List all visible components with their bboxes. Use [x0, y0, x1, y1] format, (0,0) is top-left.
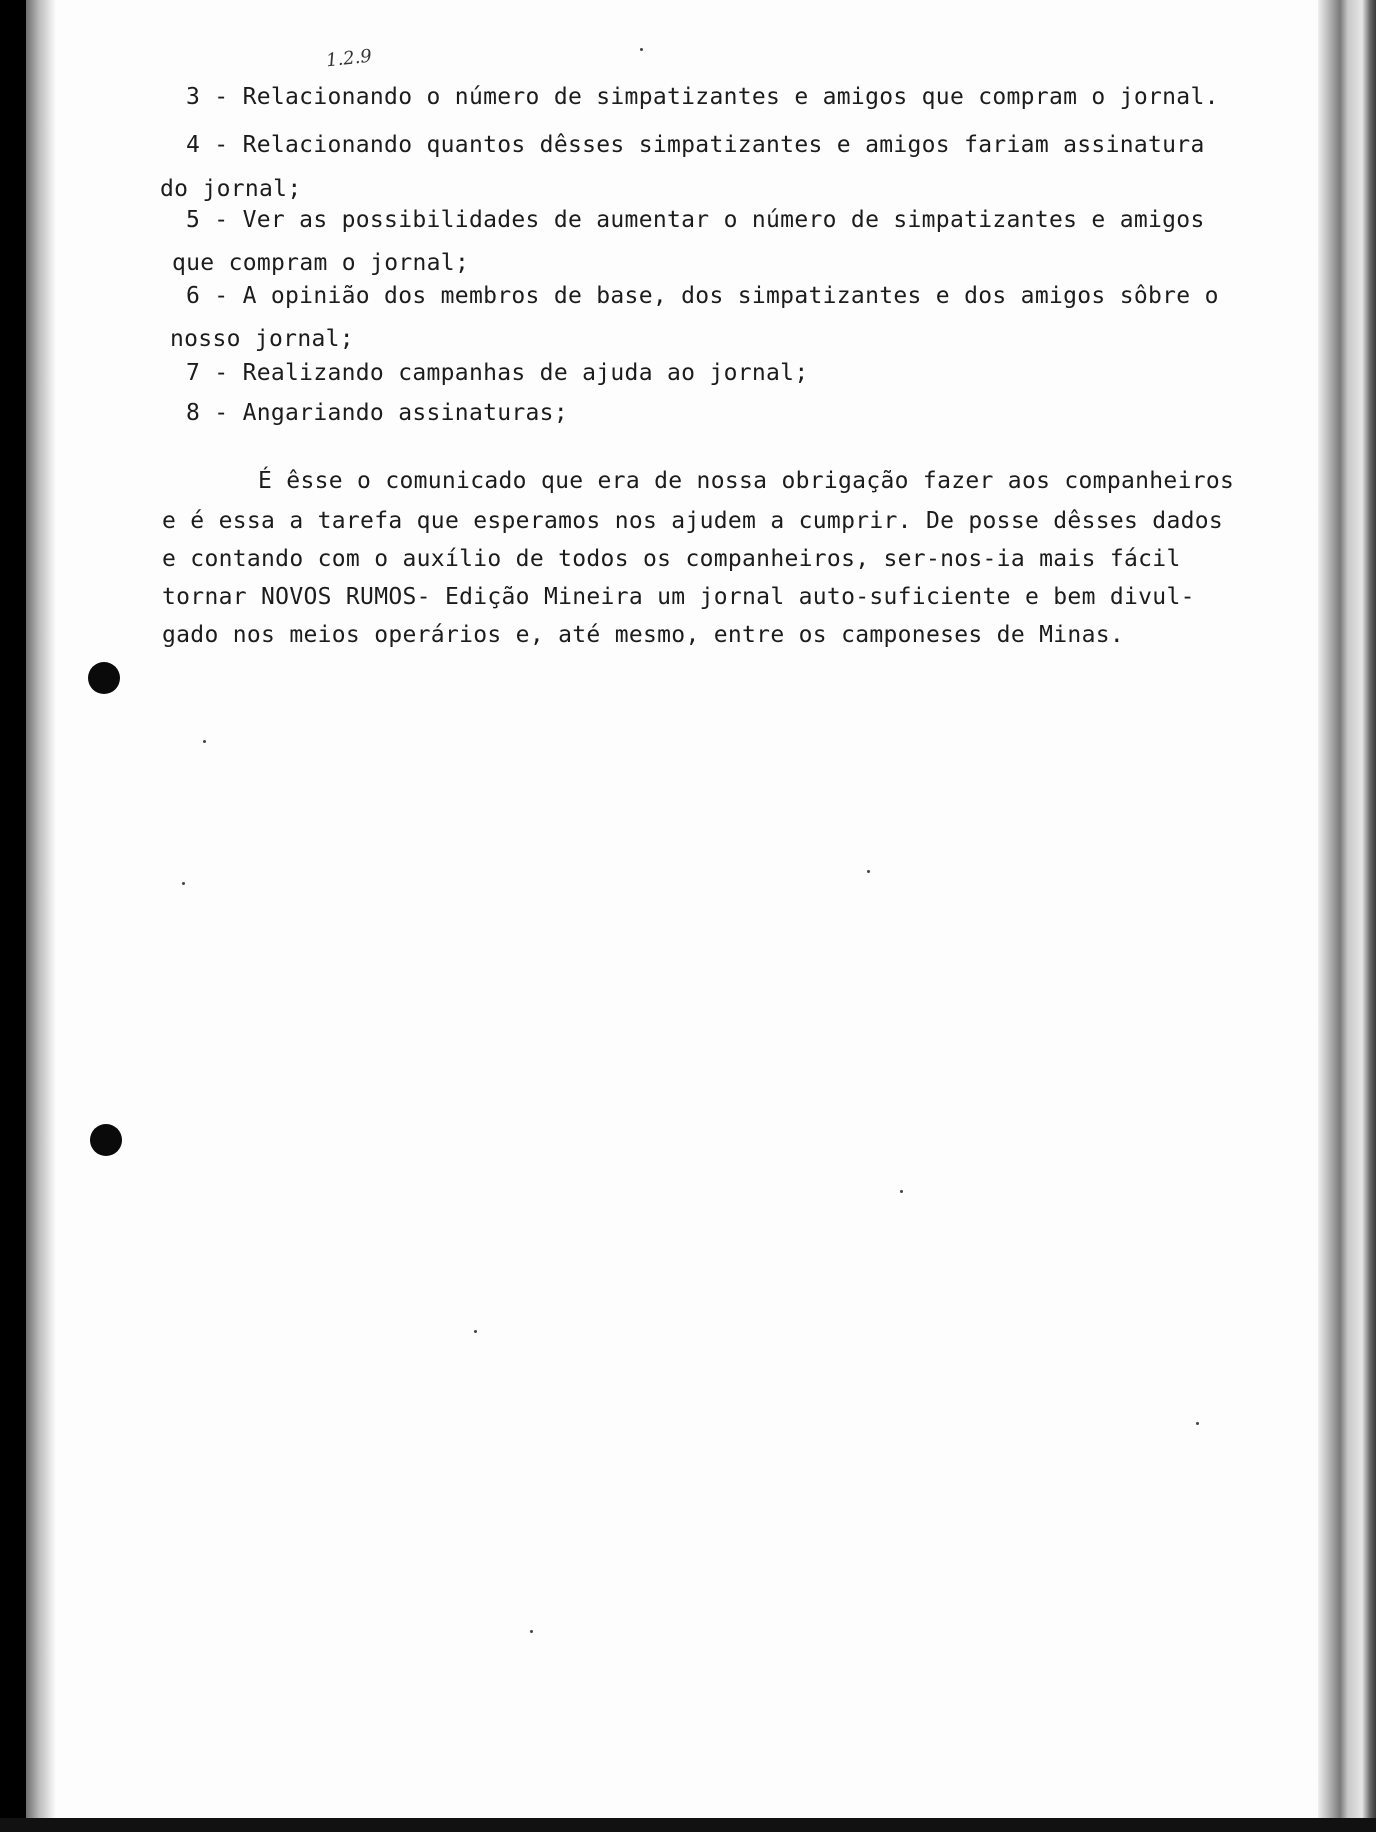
list-item-8: 8 - Angariando assinaturas;: [186, 400, 568, 426]
right-scan-edge: [1318, 0, 1376, 1832]
bottom-scan-edge: [0, 1818, 1376, 1832]
scan-speck: [530, 1630, 533, 1633]
paragraph-line-4: tornar NOVOS RUMOS- Edição Mineira um jornal auto-suficiente e bem divul-: [162, 584, 1195, 610]
scan-speck: [474, 1330, 477, 1333]
list-item-4: 4 - Relacionando quantos dêsses simpatizantes e amigos fariam assinatura: [186, 132, 1205, 158]
paragraph-line-2: e é essa a tarefa que esperamos nos ajudem a cumprir. De posse dêsses dados: [162, 508, 1224, 534]
paragraph-line-5: gado nos meios operários e, até mesmo, entre os camponeses de Minas.: [162, 622, 1125, 648]
scan-speck: [1196, 1422, 1199, 1425]
punch-hole-top: [88, 662, 120, 694]
left-page-shadow: [26, 0, 56, 1818]
handwritten-margin-note: 1.2.9: [325, 45, 373, 72]
list-item-7: 7 - Realizando campanhas de ajuda ao jornal;: [186, 360, 809, 386]
list-item-6-continued: nosso jornal;: [170, 326, 354, 352]
list-item-4-continued: do jornal;: [160, 176, 302, 202]
scan-speck: [203, 740, 206, 743]
scan-speck: [182, 882, 185, 885]
punch-hole-bottom: [90, 1124, 122, 1156]
scan-speck: [640, 48, 643, 51]
list-item-5-continued: que compram o jornal;: [172, 250, 470, 276]
scan-speck: [900, 1190, 903, 1193]
paragraph-line-1: É êsse o comunicado que era de nossa obrigação fazer aos companheiros: [258, 468, 1235, 494]
paragraph-line-3: e contando com o auxílio de todos os companheiros, ser-nos-ia mais fácil: [162, 546, 1181, 572]
list-item-5: 5 - Ver as possibilidades de aumentar o número de simpatizantes e amigos: [186, 207, 1205, 233]
scan-speck: [867, 870, 870, 873]
list-item-3: 3 - Relacionando o número de simpatizantes e amigos que compram o jornal.: [186, 84, 1219, 110]
list-item-6: 6 - A opinião dos membros de base, dos simpatizantes e dos amigos sôbre o: [186, 283, 1219, 309]
